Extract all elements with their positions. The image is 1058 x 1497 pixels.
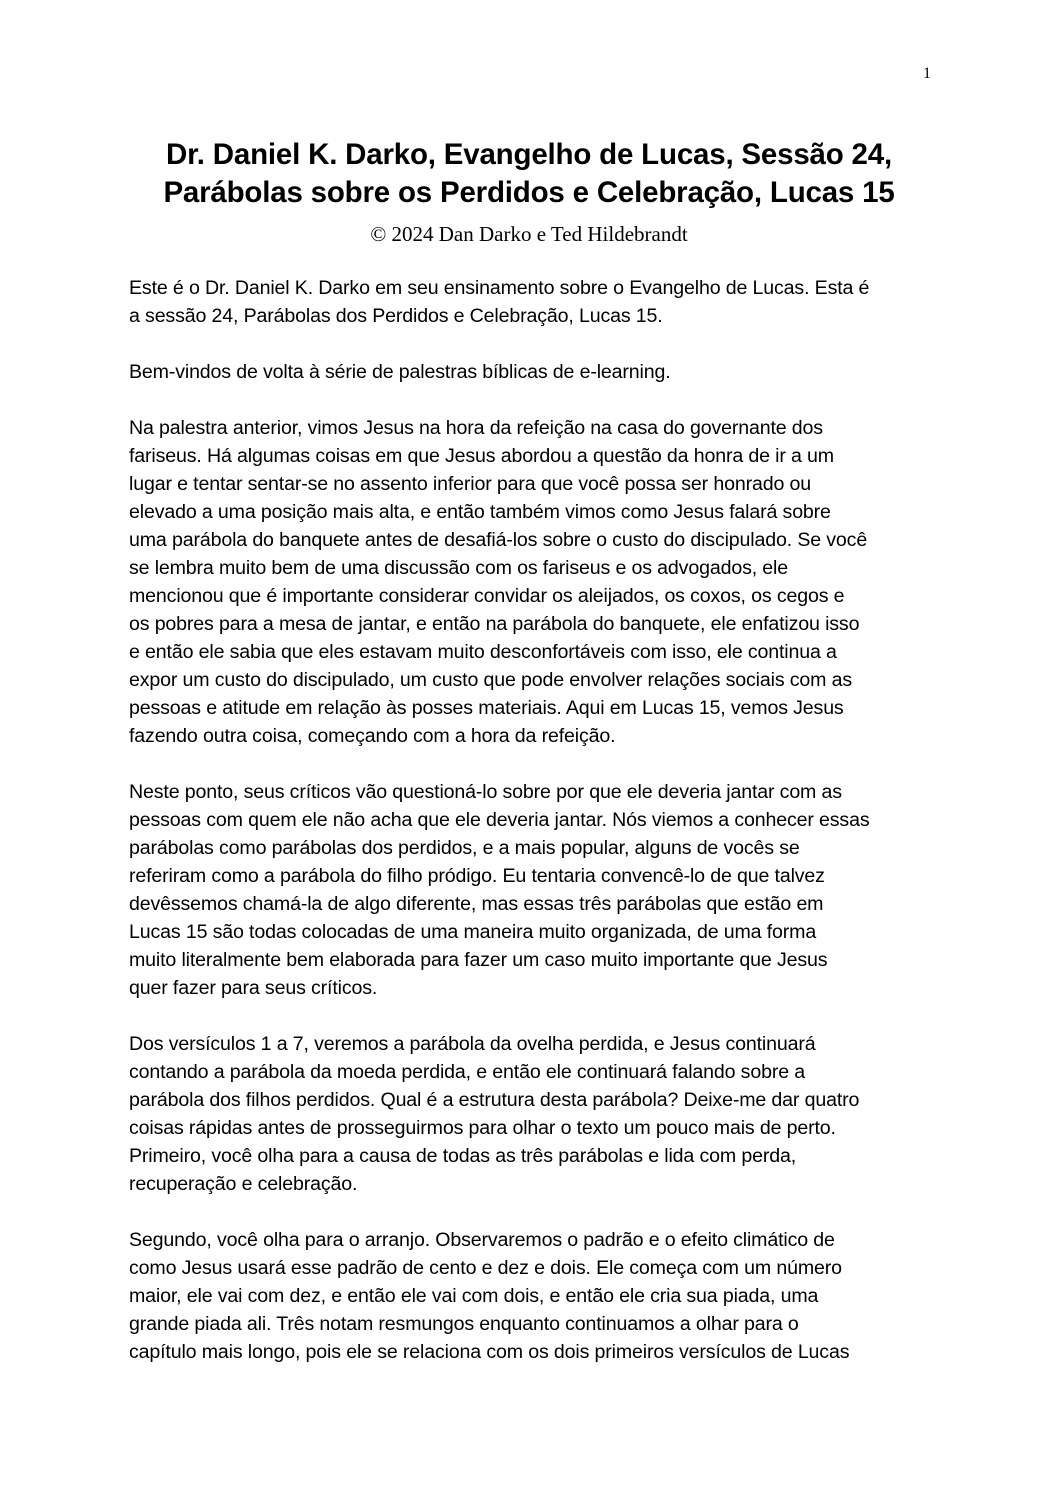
paragraph-line: Neste ponto, seus críticos vão questioná-lo sobre por que ele deveria jantar com as — [129, 781, 842, 803]
paragraph — [129, 778, 935, 1002]
paragraph-line: os pobres para a mesa de jantar, e então na parábola do banquete, ele enfatizou isso — [129, 613, 860, 635]
paragraph-line: quer fazer para seus críticos. — [129, 977, 378, 999]
paragraph-line: Primeiro, você olha para a causa de todas as três parábolas e lida com perda, — [129, 1145, 796, 1167]
paragraph-line: mencionou que é importante considerar convidar os aleijados, os coxos, os cegos e — [129, 585, 845, 607]
paragraph-line: pessoas e atitude em relação às posses materiais. Aqui em Lucas 15, vemos Jesus — [129, 697, 844, 719]
paragraph — [129, 358, 935, 386]
paragraph-line: maior, ele vai com dez, e então ele vai com dois, e então ele cria sua piada, uma — [129, 1285, 819, 1307]
paragraph-line: Segundo, você olha para o arranjo. Observaremos o padrão e o efeito climático de — [129, 1229, 835, 1251]
paragraph-line: contando a parábola da moeda perdida, e então ele continuará falando sobre a — [129, 1061, 805, 1083]
paragraph-line: como Jesus usará esse padrão de cento e dez e dois. Ele começa com um número — [129, 1257, 842, 1279]
paragraph-line: uma parábola do banquete antes de desafiá-los sobre o custo do discipulado. Se você — [129, 529, 868, 551]
title-line: Dr. Daniel K. Darko, Evangelho de Lucas, Sessão 24, — [166, 138, 892, 171]
paragraph-line: Este é o Dr. Daniel K. Darko em seu ensinamento sobre o Evangelho de Lucas. Esta é — [129, 277, 870, 299]
paragraph-line: fazendo outra coisa, começando com a hora da refeição. — [129, 725, 616, 747]
paragraph-line: a sessão 24, Parábolas dos Perdidos e Celebração, Lucas 15. — [129, 305, 663, 327]
paragraph-line: parábolas como parábolas dos perdidos, e a mais popular, alguns de vocês se — [129, 837, 800, 859]
paragraph-line: expor um custo do discipulado, um custo que pode envolver relações sociais com as — [129, 669, 853, 691]
paragraph-line: se lembra muito bem de uma discussão com os fariseus e os advogados, ele — [129, 557, 788, 579]
copyright-line: © 2024 Dan Darko e Ted Hildebrandt — [370, 222, 688, 246]
paragraph-line: Dos versículos 1 a 7, veremos a parábola da ovelha perdida, e Jesus continuará — [129, 1033, 816, 1055]
paragraph-line: parábola dos filhos perdidos. Qual é a estrutura desta parábola? Deixe-me dar quatro — [129, 1089, 860, 1111]
paragraph-line: recuperação e celebração. — [129, 1173, 358, 1195]
paragraph-line: pessoas com quem ele não acha que ele deveria jantar. Nós viemos a conhecer essas — [129, 809, 870, 831]
paragraph-line: fariseus. Há algumas coisas em que Jesus abordou a questão da honra de ir a um — [129, 445, 834, 467]
paragraph-line: grande piada ali. Três notam resmungos enquanto continuamos a olhar para o — [129, 1313, 799, 1335]
paragraph-line: lugar e tentar sentar-se no assento inferior para que você possa ser honrado ou — [129, 473, 811, 495]
document-title — [80, 136, 978, 212]
paragraph-line: Na palestra anterior, vimos Jesus na hora da refeição na casa do governante dos — [129, 417, 823, 439]
paragraph-line: muito literalmente bem elaborada para fazer um caso muito importante que Jesus — [129, 949, 828, 971]
document-body — [129, 274, 935, 1394]
page-number: 1 — [923, 65, 931, 82]
paragraph-line: coisas rápidas antes de prosseguirmos para olhar o texto um pouco mais de perto. — [129, 1117, 836, 1139]
paragraph — [129, 1030, 935, 1198]
title-line: Parábolas sobre os Perdidos e Celebração, Lucas 15 — [163, 176, 895, 209]
paragraph-line: referiram como a parábola do filho pródigo. Eu tentaria convencê-lo de que talvez — [129, 865, 825, 887]
paragraph-line: Bem-vindos de volta à série de palestras bíblicas de e-learning. — [129, 361, 671, 383]
paragraph-line: capítulo mais longo, pois ele se relaciona com os dois primeiros versículos de Lucas — [129, 1341, 850, 1363]
paragraph — [129, 414, 935, 750]
paragraph-line: e então ele sabia que eles estavam muito desconfortáveis com isso, ele continua a — [129, 641, 837, 663]
paragraph-line: elevado a uma posição mais alta, e então também vimos como Jesus falará sobre — [129, 501, 831, 523]
paragraph-line: Lucas 15 são todas colocadas de uma maneira muito organizada, de uma forma — [129, 921, 817, 943]
paragraph — [129, 274, 935, 330]
paragraph-line: devêssemos chamá-la de algo diferente, mas essas três parábolas que estão em — [129, 893, 824, 915]
paragraph — [129, 1226, 935, 1366]
